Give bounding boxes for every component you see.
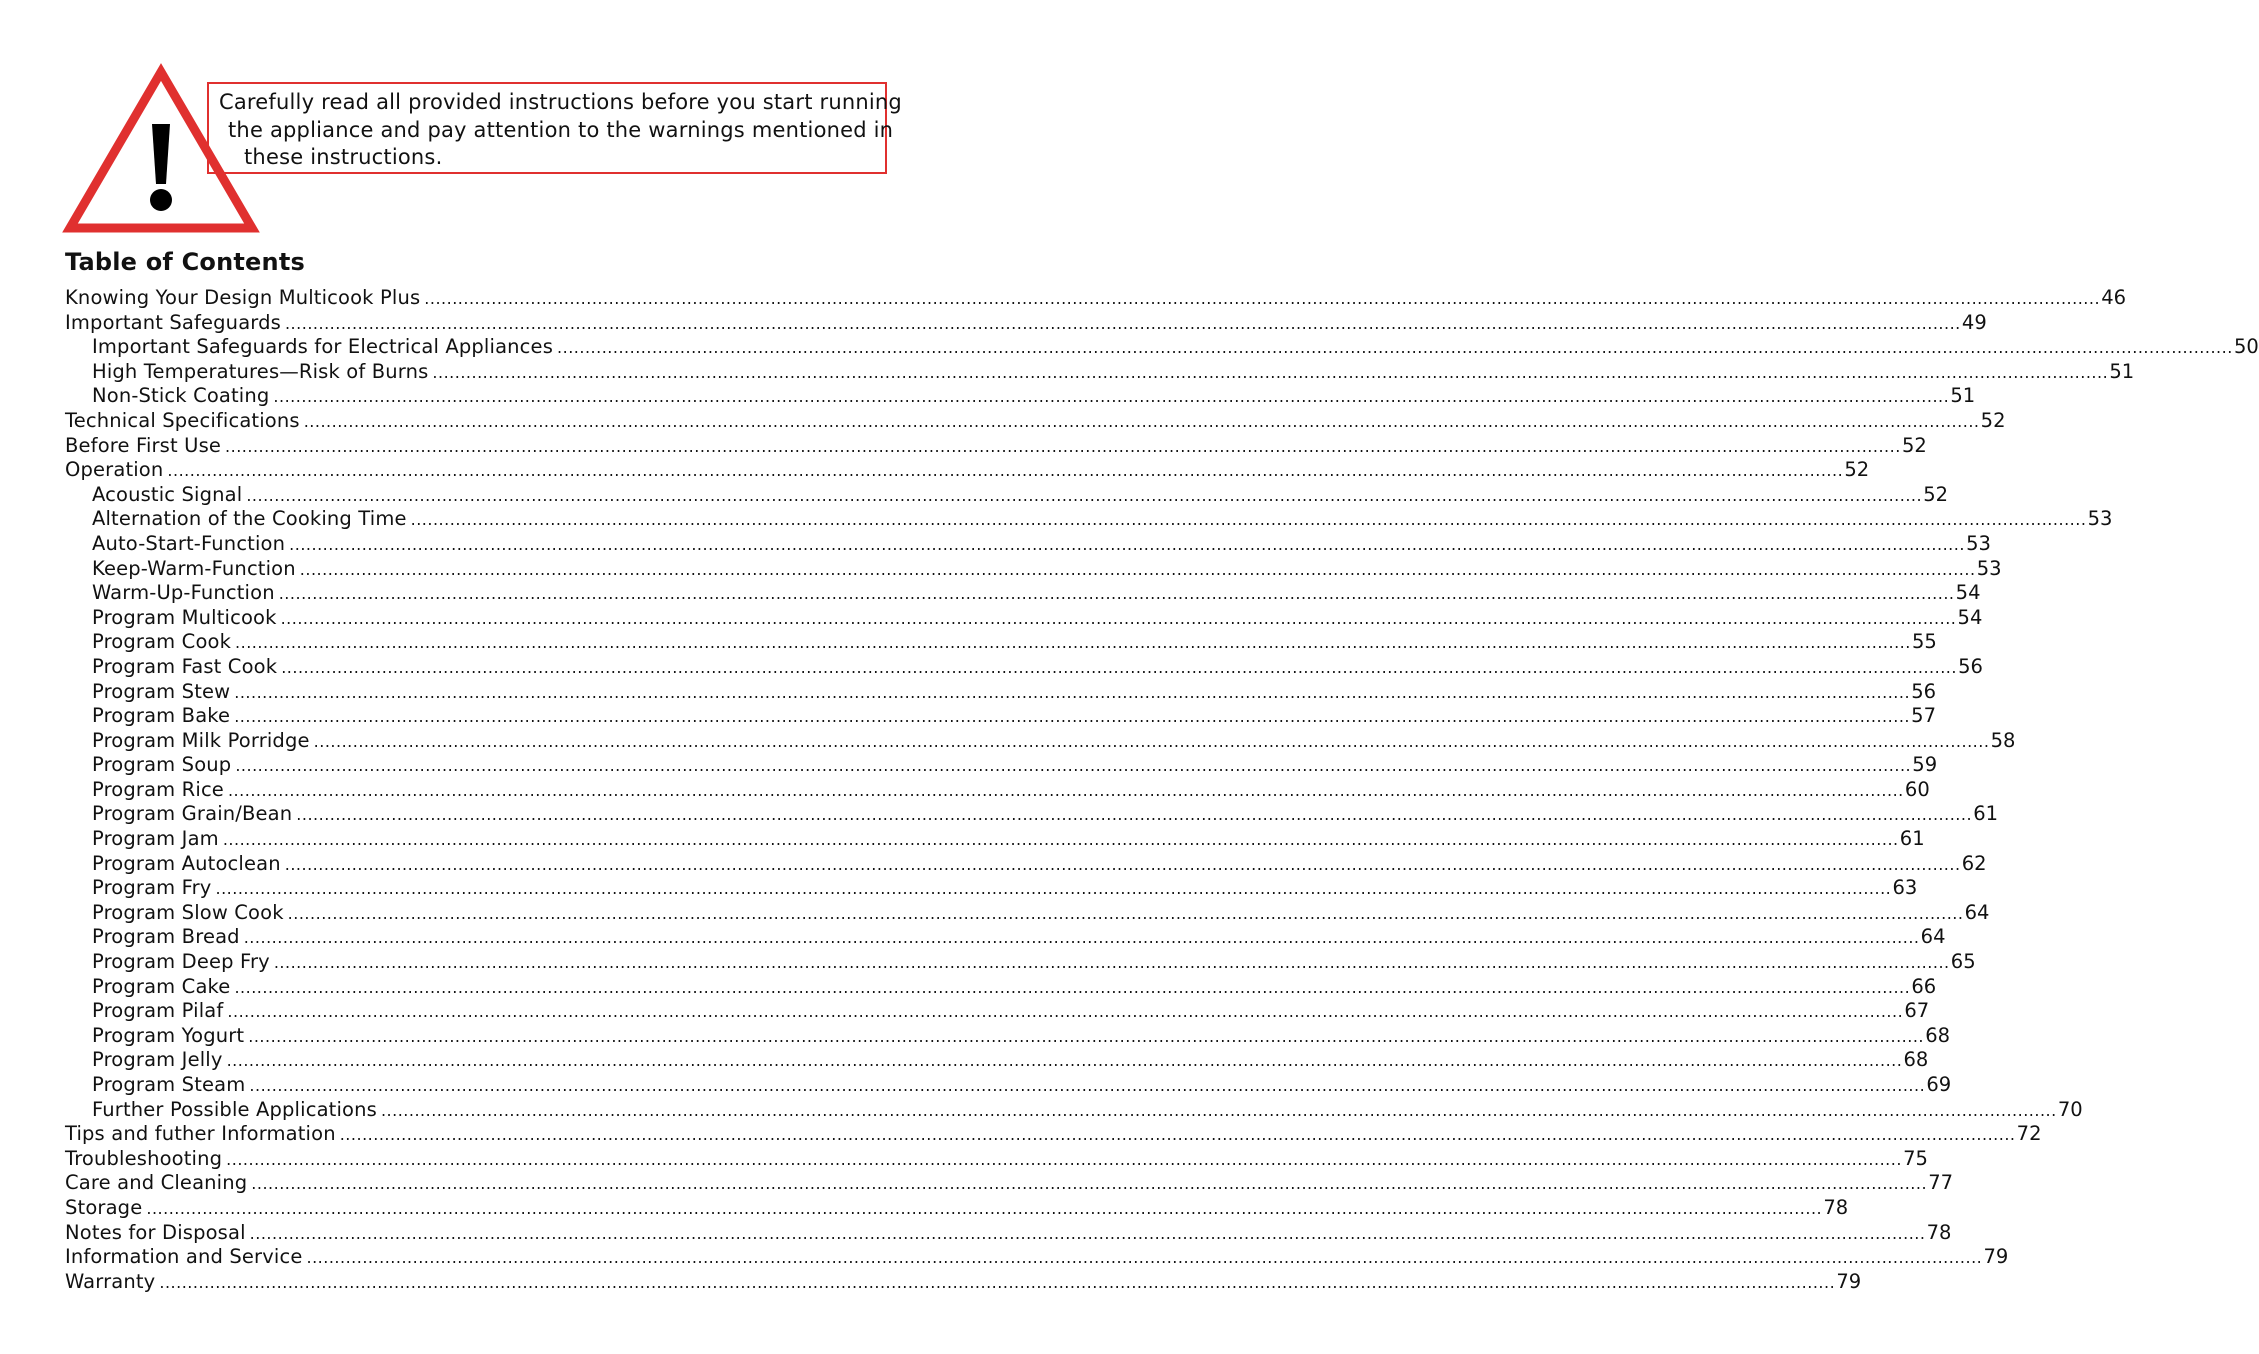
toc-dot-leader: ............................................................................................................................................................................................................................................................................................................ [246, 485, 1923, 505]
toc-entry-label: Program Cake [92, 974, 231, 998]
toc-entry[interactable] [65, 581, 1981, 606]
toc-entry-page: 52 [1923, 482, 1949, 506]
toc-dot-leader: ............................................................................................................................................................................................................................................................................................................ [249, 1076, 1926, 1095]
toc-entry-label: Non-Stick Coating [92, 384, 270, 408]
toc-entry-page: 67 [1904, 999, 1930, 1023]
toc-dot-leader: ............................................................................................................................................................................................................................................................................................................ [226, 1051, 1903, 1071]
toc-entry[interactable] [65, 974, 1937, 1000]
toc-entry[interactable] [65, 384, 1976, 409]
toc-entry-label: Warm-Up-Function [92, 581, 275, 605]
toc-entry[interactable] [65, 1220, 1952, 1246]
toc-dot-leader: ............................................................................................................................................................................................................................................................................................................ [424, 289, 2101, 308]
toc-entry-page: 56 [1911, 679, 1937, 703]
toc-dot-leader: ............................................................................................................................................................................................................................................................................................................ [234, 977, 1911, 997]
toc-entry-page: 64 [1920, 925, 1946, 949]
toc-entry[interactable] [65, 1195, 1849, 1221]
toc-entry-label: Operation [65, 458, 164, 482]
toc-entry-page: 61 [1899, 827, 1925, 851]
toc-dot-leader: ............................................................................................................................................................................................................................................................................................................ [159, 1272, 1836, 1292]
toc-dot-leader: ............................................................................................................................................................................................................................................................................................................ [339, 1125, 2016, 1145]
toc-entry-page: 57 [1911, 704, 1936, 728]
toc-entry-page: 78 [1926, 1220, 1952, 1244]
toc-entry-page: 65 [1950, 950, 1976, 974]
toc-dot-leader: ............................................................................................................................................................................................................................................................................................................ [227, 1002, 1904, 1022]
toc-entry-page: 53 [1966, 531, 1991, 555]
toc-entry[interactable] [65, 679, 1937, 705]
toc-entry[interactable] [65, 458, 1870, 483]
toc-entry[interactable] [65, 999, 1930, 1024]
toc-dot-leader: ............................................................................................................................................................................................................................................................................................................ [234, 707, 1910, 727]
toc-entry-label: Knowing Your Design Multicook Plus [65, 286, 421, 309]
toc-entry[interactable] [65, 507, 2113, 532]
toc-entry-label: Program Grain/Bean [92, 802, 293, 826]
toc-entry-label: Program Soup [92, 753, 232, 777]
toc-entry[interactable] [65, 1122, 2042, 1147]
toc-entry-page: 75 [1903, 1146, 1928, 1170]
toc-entry-page: 52 [1980, 408, 2006, 432]
toc-entry-label: Program Cook [92, 630, 232, 654]
toc-entry-label: Care and Cleaning [65, 1171, 248, 1195]
toc-entry-label: Program Deep Fry [92, 950, 270, 974]
toc-entry[interactable] [65, 286, 2127, 311]
toc-entry[interactable] [65, 1146, 1928, 1172]
toc-entry-page: 79 [1836, 1269, 1862, 1293]
toc-entry-label: Program Fry [92, 876, 212, 900]
toc-entry-page: 62 [1961, 851, 1987, 875]
toc-entry[interactable] [65, 1269, 1862, 1295]
toc-dot-leader: ............................................................................................................................................................................................................................................................................................................ [306, 1248, 1983, 1268]
toc-entry-label: Program Jam [92, 827, 219, 851]
toc-entry[interactable] [65, 876, 1918, 901]
toc-entry[interactable] [65, 728, 2016, 754]
toc-dot-leader: ............................................................................................................................................................................................................................................................................................................ [251, 1174, 1928, 1194]
toc-entry-page: 52 [1901, 433, 1927, 457]
toc-dot-leader: ............................................................................................................................................................................................................................................................................................................ [234, 682, 1911, 702]
toc-entry-label: Program Steam [92, 1073, 246, 1096]
toc-title: Table of Contents [65, 248, 305, 276]
toc-entry-label: Notes for Disposal [65, 1220, 246, 1244]
toc-entry-page: 70 [2057, 1097, 2083, 1121]
toc-dot-leader: ............................................................................................................................................................................................................................................................................................................ [249, 1223, 1926, 1243]
toc-entry-page: 50 [2233, 335, 2259, 359]
toc-entry-page: 51 [1950, 384, 1976, 408]
toc-dot-leader: ............................................................................................................................................................................................................................................................................................................ [280, 608, 1957, 628]
toc-entry-label: Alternation of the Cooking Time [92, 507, 407, 531]
toc-entry-page: 52 [1844, 458, 1870, 482]
toc-entry-page: 66 [1911, 974, 1937, 998]
toc-entry-page: 63 [1892, 876, 1918, 900]
toc-dot-leader: ............................................................................................................................................................................................................................................................................................................ [273, 387, 1950, 407]
toc-entry-page: 79 [1983, 1245, 2009, 1269]
toc-dot-leader: ............................................................................................................................................................................................................................................................................................................ [248, 1026, 1925, 1046]
toc-dot-leader: ............................................................................................................................................................................................................................................................................................................ [226, 1149, 1902, 1169]
toc-entry[interactable] [65, 1048, 1929, 1073]
toc-entry-page: 78 [1823, 1195, 1849, 1219]
toc-entry-page: 59 [1912, 753, 1938, 777]
toc-dot-leader: ............................................................................................................................................................................................................................................................................................................ [167, 461, 1844, 481]
toc-entry-page: 61 [1973, 802, 1999, 826]
toc-entry-page: 64 [1964, 900, 1990, 924]
toc-entry[interactable] [65, 827, 1925, 852]
toc-entry-page: 72 [2016, 1122, 2042, 1146]
toc-entry-page: 55 [1912, 630, 1937, 654]
toc-entry[interactable] [65, 433, 1927, 459]
toc-entry-label: Technical Specifications [65, 408, 300, 432]
toc-entry[interactable] [65, 900, 1990, 926]
toc-entry-page: 58 [1990, 728, 2016, 752]
toc-entry-label: Warranty [65, 1269, 156, 1293]
toc-dot-leader: ............................................................................................................................................................................................................................................................................................................ [313, 731, 1990, 751]
toc-entry-page: 53 [1976, 556, 2002, 580]
toc-entry[interactable] [65, 1023, 1951, 1049]
toc-entry-page: 68 [1903, 1048, 1929, 1072]
toc-entry[interactable] [65, 704, 1936, 729]
toc-entry[interactable] [65, 753, 1938, 778]
toc-entry-page: 77 [1928, 1171, 1954, 1195]
toc-list [65, 286, 2259, 1294]
toc-entry[interactable] [65, 359, 2135, 385]
toc-entry-label: Program Jelly [92, 1048, 223, 1072]
toc-dot-leader: ............................................................................................................................................................................................................................................................................................................ [225, 436, 1901, 456]
toc-entry-page: 49 [1961, 310, 1987, 334]
toc-dot-leader: ............................................................................................................................................................................................................................................................................................................ [410, 510, 2087, 530]
warning-text-line-1: Carefully read all provided instructions before you start running [219, 90, 902, 114]
toc-entry[interactable] [65, 777, 1930, 803]
toc-entry-label: Auto-Start-Function [92, 531, 286, 555]
toc-entry-page: 68 [1925, 1023, 1951, 1047]
toc-entry[interactable] [65, 802, 1999, 827]
toc-entry[interactable] [65, 1073, 1952, 1098]
toc-entry-page: 54 [1955, 581, 1981, 605]
toc-dot-leader: ............................................................................................................................................................................................................................................................................................................ [287, 903, 1964, 923]
toc-entry[interactable] [65, 531, 1991, 557]
toc-dot-leader: ............................................................................................................................................................................................................................................................................................................ [215, 879, 1892, 899]
toc-dot-leader: ............................................................................................................................................................................................................................................................................................................ [299, 559, 1976, 579]
toc-entry-page: 69 [1926, 1073, 1952, 1096]
toc-entry-page: 60 [1904, 777, 1930, 801]
toc-entry[interactable] [65, 925, 1946, 950]
toc-entry-label: High Temperatures—Risk of Burns [92, 359, 429, 383]
toc-entry-label: Further Possible Applications [92, 1097, 377, 1121]
toc-entry-label: Important Safeguards [65, 310, 281, 334]
toc-dot-leader: ............................................................................................................................................................................................................................................................................................................ [289, 534, 1965, 554]
warning-text-line-3: these instructions. [244, 145, 443, 169]
toc-entry-label: Program Stew [92, 679, 231, 703]
toc-entry[interactable] [65, 310, 1987, 336]
toc-entry-label: Program Yogurt [92, 1023, 245, 1047]
toc-dot-leader: ............................................................................................................................................................................................................................................................................................................ [146, 1198, 1823, 1218]
toc-entry-label: Acoustic Signal [92, 482, 243, 506]
toc-entry[interactable] [65, 482, 1949, 508]
toc-dot-leader: ............................................................................................................................................................................................................................................................................................................ [296, 805, 1973, 825]
warning-text-line-2: the appliance and pay attention to the warnings mentioned in [228, 117, 894, 142]
toc-entry-label: Program Pilaf [92, 999, 224, 1023]
toc-dot-leader: ............................................................................................................................................................................................................................................................................................................ [432, 362, 2109, 382]
toc-entry-label: Storage [65, 1195, 143, 1219]
toc-entry-page: 56 [1958, 654, 1983, 678]
toc-dot-leader: ............................................................................................................................................................................................................................................................................................................ [303, 411, 1980, 431]
toc-dot-leader: ............................................................................................................................................................................................................................................................................................................ [243, 928, 1920, 948]
toc-dot-leader: ............................................................................................................................................................................................................................................................................................................ [273, 953, 1950, 973]
toc-entry-label: Information and Service [65, 1245, 303, 1269]
toc-entry-label: Program Milk Porridge [92, 728, 310, 752]
warning-notice [207, 82, 902, 174]
toc-entry[interactable] [65, 851, 1987, 877]
toc-entry-page: 46 [2101, 286, 2127, 309]
toc-dot-leader: ............................................................................................................................................................................................................................................................................................................ [380, 1100, 2057, 1120]
toc-entry-label: Program Rice [92, 777, 224, 801]
toc-dot-leader: ............................................................................................................................................................................................................................................................................................................ [235, 633, 1911, 653]
toc-entry-label: Program Slow Cook [92, 900, 284, 924]
toc-entry-label: Program Bread [92, 925, 240, 949]
toc-dot-leader: ............................................................................................................................................................................................................................................................................................................ [278, 584, 1955, 604]
toc-dot-leader: ............................................................................................................................................................................................................................................................................................................ [227, 780, 1904, 800]
toc-entry-label: Program Fast Cook [92, 654, 278, 678]
toc-entry-label: Tips and futher Information [65, 1122, 336, 1146]
toc-entry-page: 51 [2109, 359, 2135, 383]
toc-entry[interactable] [65, 630, 1937, 655]
toc-entry-label: Program Multicook [92, 605, 277, 629]
toc-entry[interactable] [65, 1097, 2083, 1123]
toc-entry-page: 54 [1957, 605, 1983, 629]
toc-entry-label: Program Autoclean [92, 851, 281, 875]
toc-entry[interactable] [65, 605, 1983, 631]
toc-dot-leader: ............................................................................................................................................................................................................................................................................................................ [235, 756, 1912, 776]
toc-entry[interactable] [65, 654, 1983, 680]
toc-dot-leader: ............................................................................................................................................................................................................................................................................................................ [557, 338, 2233, 358]
toc-entry-page: 53 [2087, 507, 2113, 531]
toc-entry[interactable] [65, 556, 2002, 582]
toc-entry[interactable] [65, 408, 2006, 434]
toc-entry[interactable] [65, 950, 1976, 975]
toc-entry-label: Program Bake [92, 704, 231, 728]
toc-dot-leader: ............................................................................................................................................................................................................................................................................................................ [222, 830, 1899, 850]
toc-dot-leader: ............................................................................................................................................................................................................................................................................................................ [284, 313, 1961, 333]
toc-dot-leader: ............................................................................................................................................................................................................................................................................................................ [284, 854, 1961, 874]
toc-entry[interactable] [65, 1245, 2009, 1270]
toc-entry[interactable] [65, 1171, 1954, 1196]
toc-entry-label: Important Safeguards for Electrical Appliances [92, 335, 554, 359]
toc-entry[interactable] [65, 335, 2259, 360]
toc-entry-label: Before First Use [65, 433, 222, 457]
toc-dot-leader: ............................................................................................................................................................................................................................................................................................................ [281, 657, 1957, 677]
toc-entry-label: Keep-Warm-Function [92, 556, 296, 580]
toc-entry-label: Troubleshooting [65, 1146, 223, 1170]
